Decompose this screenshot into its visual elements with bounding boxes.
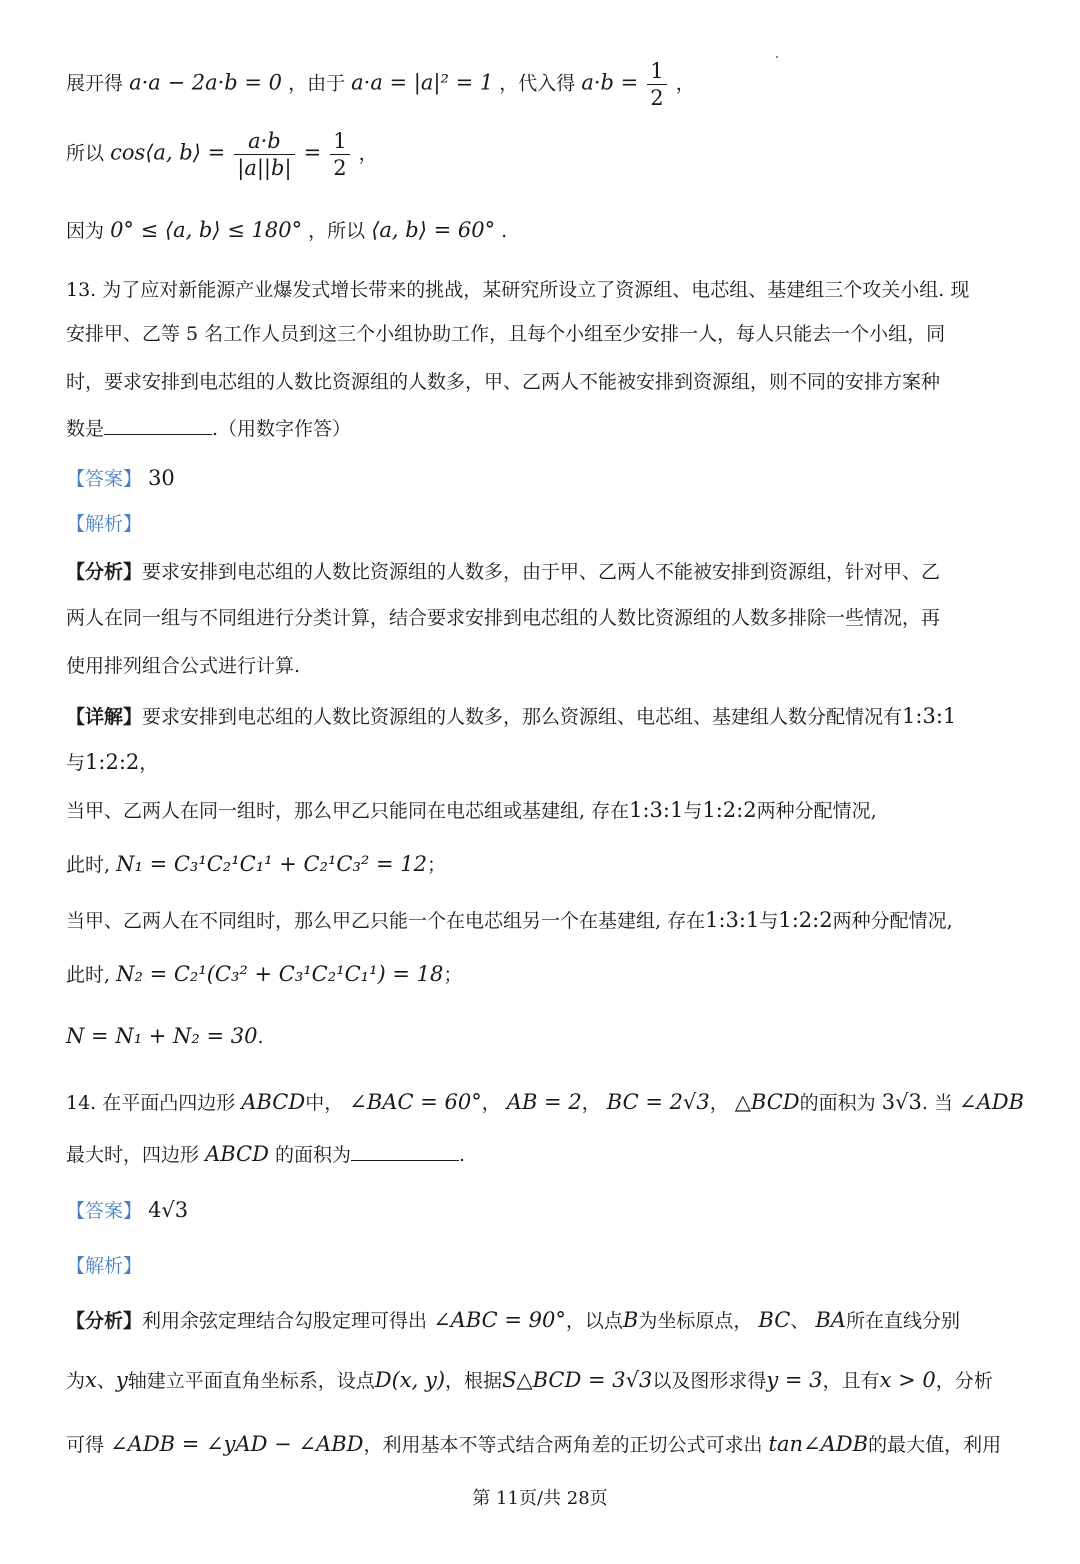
text: ， xyxy=(358,142,378,165)
numerator: 1 xyxy=(647,58,666,85)
text: ； xyxy=(443,964,463,986)
text: 与 xyxy=(66,752,86,774)
formula: y = 3 xyxy=(766,1368,823,1392)
xiangjie-tag: 【详解】 xyxy=(66,706,143,728)
text: 、 xyxy=(96,1370,116,1392)
q13-xj-2 xyxy=(66,748,158,777)
text: 最大时，四边形 xyxy=(66,1144,200,1166)
intro-line-2 xyxy=(66,128,378,181)
intro-line-1 xyxy=(66,58,695,111)
text: ，分析 xyxy=(935,1370,993,1392)
text: 当甲、乙两人在同一组时，那么甲乙只能同在电芯组或基建组, 存在 xyxy=(66,800,630,822)
page-number: 第 11页/共 28页 xyxy=(472,1488,608,1509)
q14-fenxi-2 xyxy=(66,1366,993,1395)
text: 此时, xyxy=(66,964,111,986)
q13-fenxi-2: 两人在同一组与不同组进行分类计算，结合要求安排到电芯组的人数比资源组的人数多排除一些情况，再 xyxy=(66,607,941,629)
analysis-tag: 【解析】 xyxy=(66,1255,143,1277)
text: 与 xyxy=(683,800,703,822)
formula: N = N₁ + N₂ = 30 xyxy=(66,1024,258,1048)
text: 的面积为 xyxy=(799,1092,876,1114)
text: 两种分配情况, xyxy=(832,910,953,932)
q14-answer xyxy=(66,1196,188,1225)
formula: ∠ADB = ∠yAD − ∠ABD xyxy=(110,1432,364,1456)
formula: 0° ≤ ⟨a, b⟩ ≤ 180° xyxy=(110,218,303,242)
text: ， xyxy=(709,1092,729,1114)
q13-analysis-tag xyxy=(66,510,142,538)
text: ，以点 xyxy=(565,1310,623,1332)
q13-line-4 xyxy=(66,414,351,443)
denominator: |a||b| xyxy=(237,156,292,180)
text: . xyxy=(501,220,508,242)
text: ，由于 xyxy=(288,72,346,95)
text: 数是 xyxy=(66,418,105,440)
formula: a·b = xyxy=(581,70,639,95)
text: 为坐标原点， xyxy=(638,1310,753,1332)
text: ，所以 xyxy=(308,220,366,242)
formula: a·a = |a|² = 1 xyxy=(351,70,494,95)
formula: tan∠ADB xyxy=(768,1432,869,1456)
q13-answer xyxy=(66,464,175,493)
q13-fenxi-1 xyxy=(66,558,940,586)
text: 所以 xyxy=(66,142,105,165)
answer-tag: 【答案】 xyxy=(66,1200,143,1222)
text: 轴建立平面直角坐标系，设点 xyxy=(127,1370,375,1392)
text: ，利用基本不等式结合两角差的正切公式可求出 xyxy=(363,1434,763,1456)
ratio: 1:3:1 xyxy=(902,704,957,728)
answer-tag: 【答案】 xyxy=(66,468,143,490)
q14-line-1 xyxy=(66,1088,1024,1117)
q13-line-1: 13. 为了应对新能源产业爆发式增长带来的挑战，某研究所设立了资源组、电芯组、基建组三个攻关小组. 现 xyxy=(66,279,970,301)
text: ，且有 xyxy=(822,1370,880,1392)
formula: ∠ADB xyxy=(958,1090,1024,1114)
formula: BC = 2√3 xyxy=(606,1090,710,1114)
formula: a·a − 2a·b = 0 xyxy=(129,70,283,95)
formula: ∠BAC = 60° xyxy=(349,1090,482,1114)
formula: N₂ = C₂¹(C₃² + C₃¹C₂¹C₁¹) = 18 xyxy=(116,962,444,986)
q13-line-2: 安排甲、乙等 5 名工作人员到这三个小组协助工作，且每个小组至少安排一人，每人只能去一个小组，同 xyxy=(66,323,946,345)
formula: B xyxy=(622,1308,639,1332)
formula: ABCD xyxy=(241,1090,306,1114)
text: . 当 xyxy=(921,1092,953,1114)
q14-fenxi-3 xyxy=(66,1430,1001,1459)
answer-blank xyxy=(351,1140,459,1161)
stray-mark xyxy=(776,56,778,58)
ratio: 1:2:2 xyxy=(85,750,140,774)
ratio: 1:2:2 xyxy=(778,908,833,932)
formula: ⟨a, b⟩ = 60° xyxy=(371,218,496,242)
text: ，根据 xyxy=(445,1370,503,1392)
text: 中， xyxy=(305,1092,344,1114)
formula: N₁ = C₃¹C₂¹C₁¹ + C₂¹C₃² = 12 xyxy=(116,852,427,876)
text: ，代入得 xyxy=(499,72,576,95)
q13-xj-1 xyxy=(66,702,956,731)
formula: ABCD xyxy=(205,1142,269,1166)
fenxi-tag: 【分析】 xyxy=(66,1310,143,1332)
text: 与 xyxy=(759,910,779,932)
text: 、 xyxy=(790,1310,810,1332)
formula: x > 0 xyxy=(879,1368,936,1392)
formula: 3√3 xyxy=(881,1090,922,1114)
text: ， xyxy=(581,1092,601,1114)
q13-xj-7 xyxy=(66,1022,264,1051)
text: ， xyxy=(675,72,695,95)
q14-line-2 xyxy=(66,1140,465,1169)
text: ， xyxy=(139,752,159,774)
q13-xj-6 xyxy=(66,960,462,989)
answer-value: 30 xyxy=(148,466,175,490)
fraction xyxy=(330,128,349,181)
fraction xyxy=(647,58,666,111)
numerator: 1 xyxy=(330,128,349,155)
equals: = xyxy=(303,140,322,165)
text: . xyxy=(257,1026,264,1048)
formula: D(x, y) xyxy=(374,1368,446,1392)
q13-xj-4 xyxy=(66,850,446,879)
text: 的最大值，利用 xyxy=(868,1434,1002,1456)
ratio: 1:2:2 xyxy=(702,798,757,822)
text: 要求安排到电芯组的人数比资源组的人数多，由于甲、乙两人不能被安排到资源组，针对甲、乙 xyxy=(142,561,941,583)
ratio: 1:3:1 xyxy=(705,908,760,932)
text: .（用数字作答） xyxy=(212,418,352,440)
text: 两种分配情况, xyxy=(756,800,877,822)
text: 以及图形求得 xyxy=(652,1370,767,1392)
formula: S△BCD = 3√3 xyxy=(502,1368,653,1392)
text: ， xyxy=(481,1092,501,1114)
fraction xyxy=(234,128,294,181)
ratio: 1:3:1 xyxy=(629,798,684,822)
fenxi-tag: 【分析】 xyxy=(66,561,143,583)
formula: △BCD xyxy=(734,1090,800,1114)
formula: ∠ABC = 90° xyxy=(433,1308,566,1332)
numerator: a·b xyxy=(234,128,294,155)
text: 当甲、乙两人在不同组时，那么甲乙只能一个在电芯组另一个在基建组, 存在 xyxy=(66,910,706,932)
formula: BC xyxy=(758,1308,791,1332)
text: ； xyxy=(426,854,446,876)
q14-fenxi-1 xyxy=(66,1306,960,1335)
intro-line-3 xyxy=(66,216,507,245)
text: 14. 在平面凸四边形 xyxy=(66,1092,236,1114)
formula: y xyxy=(115,1368,128,1392)
denominator: 2 xyxy=(333,156,347,180)
text: 要求安排到电芯组的人数比资源组的人数多，那么资源组、电芯组、基建组人数分配情况有 xyxy=(142,706,903,728)
formula: AB = 2 xyxy=(506,1090,582,1114)
text: 的面积为 xyxy=(275,1144,352,1166)
answer-blank xyxy=(104,414,212,435)
formula: cos⟨a, b⟩ = xyxy=(110,140,226,165)
text: . xyxy=(459,1144,466,1166)
formula: x xyxy=(85,1368,97,1392)
q13-xj-5 xyxy=(66,906,953,935)
text: 此时, xyxy=(66,854,111,876)
text: 展开得 xyxy=(66,72,124,95)
text: 利用余弦定理结合勾股定理可得出 xyxy=(142,1310,428,1332)
q13-line-3: 时，要求安排到电芯组的人数比资源组的人数多，甲、乙两人不能被安排到资源组，则不同的安排方案种 xyxy=(66,371,941,393)
analysis-tag: 【解析】 xyxy=(66,513,143,535)
text: 所在直线分别 xyxy=(845,1310,960,1332)
text: 为 xyxy=(66,1370,86,1392)
text: 因为 xyxy=(66,220,105,242)
q13-xj-3 xyxy=(66,796,877,825)
formula: BA xyxy=(815,1308,846,1332)
denominator: 2 xyxy=(650,86,664,110)
q14-analysis-tag xyxy=(66,1252,142,1280)
q13-fenxi-3: 使用排列组合公式进行计算. xyxy=(66,655,301,677)
text: 可得 xyxy=(66,1434,105,1456)
answer-value: 4√3 xyxy=(148,1198,189,1222)
